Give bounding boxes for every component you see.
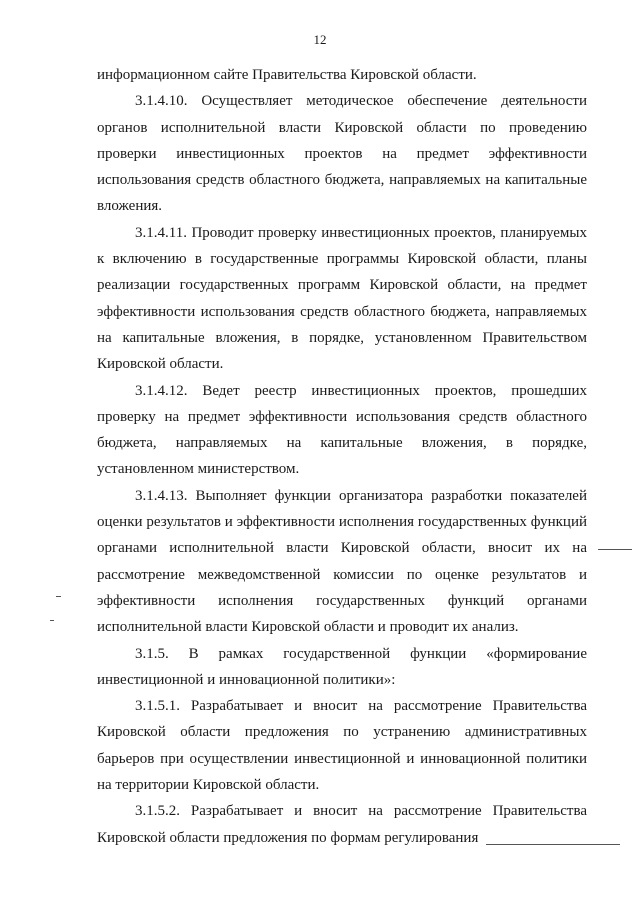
paragraph-3-1-5: 3.1.5. В рамках государственной функции «формирование инвестиционной и инновационной политики»: [97, 645, 587, 688]
paragraph-3-1-4-11: 3.1.4.11. Проводит проверку инвестиционных проектов, планируемых к включению в государственные программы Кировской области, планы реализации государственных программ Кировской области, на предмет эффективности использования средств областного бюджета, направляемых на капитальные вложения, в порядке, установленном Правительством Кировской области. [97, 224, 587, 373]
document-body [97, 62, 587, 851]
scan-artifact-line [56, 596, 61, 597]
paragraph-continuation: информационном сайте Правительства Кировской области. [97, 67, 477, 83]
paragraph-3-1-5-1: 3.1.5.1. Разрабатывает и вносит на рассмотрение Правительства Кировской области предложения по устранению административных барьеров при осуществлении инвестиционной и инновационной политики на территории Кировской области. [97, 698, 587, 794]
scan-artifact-line [486, 844, 620, 845]
paragraph-3-1-5-2: 3.1.5.2. Разрабатывает и вносит на рассмотрение Правительства Кировской области предложения по формам регулирования [97, 803, 587, 846]
paragraph-3-1-4-10: 3.1.4.10. Осуществляет методическое обеспечение деятельности органов исполнительной власти Кировской области по проведению проверки инвестиционных проектов на предмет эффективности использования средств областного бюджета, направляемых на капитальные вложения. [97, 93, 587, 215]
paragraph-3-1-4-13: 3.1.4.13. Выполняет функции организатора разработки показателей оценки результатов и эффективности исполнения государственных функций органами исполнительной власти Кировской области, вносит их на рассмотрение межведомственной комиссии по оценке результатов и эффективности исполнения государственных функций органами исполнительной власти Кировской области и проводит их анализ. [97, 487, 587, 636]
scan-artifact-line [598, 549, 632, 550]
scan-artifact-line [50, 620, 54, 621]
page-number: 12 [313, 32, 327, 47]
paragraph-3-1-4-12: 3.1.4.12. Ведет реестр инвестиционных проектов, прошедших проверку на предмет эффективности использования средств областного бюджета, направляемых на капитальные вложения, в порядке, установленном министерством. [97, 382, 587, 478]
